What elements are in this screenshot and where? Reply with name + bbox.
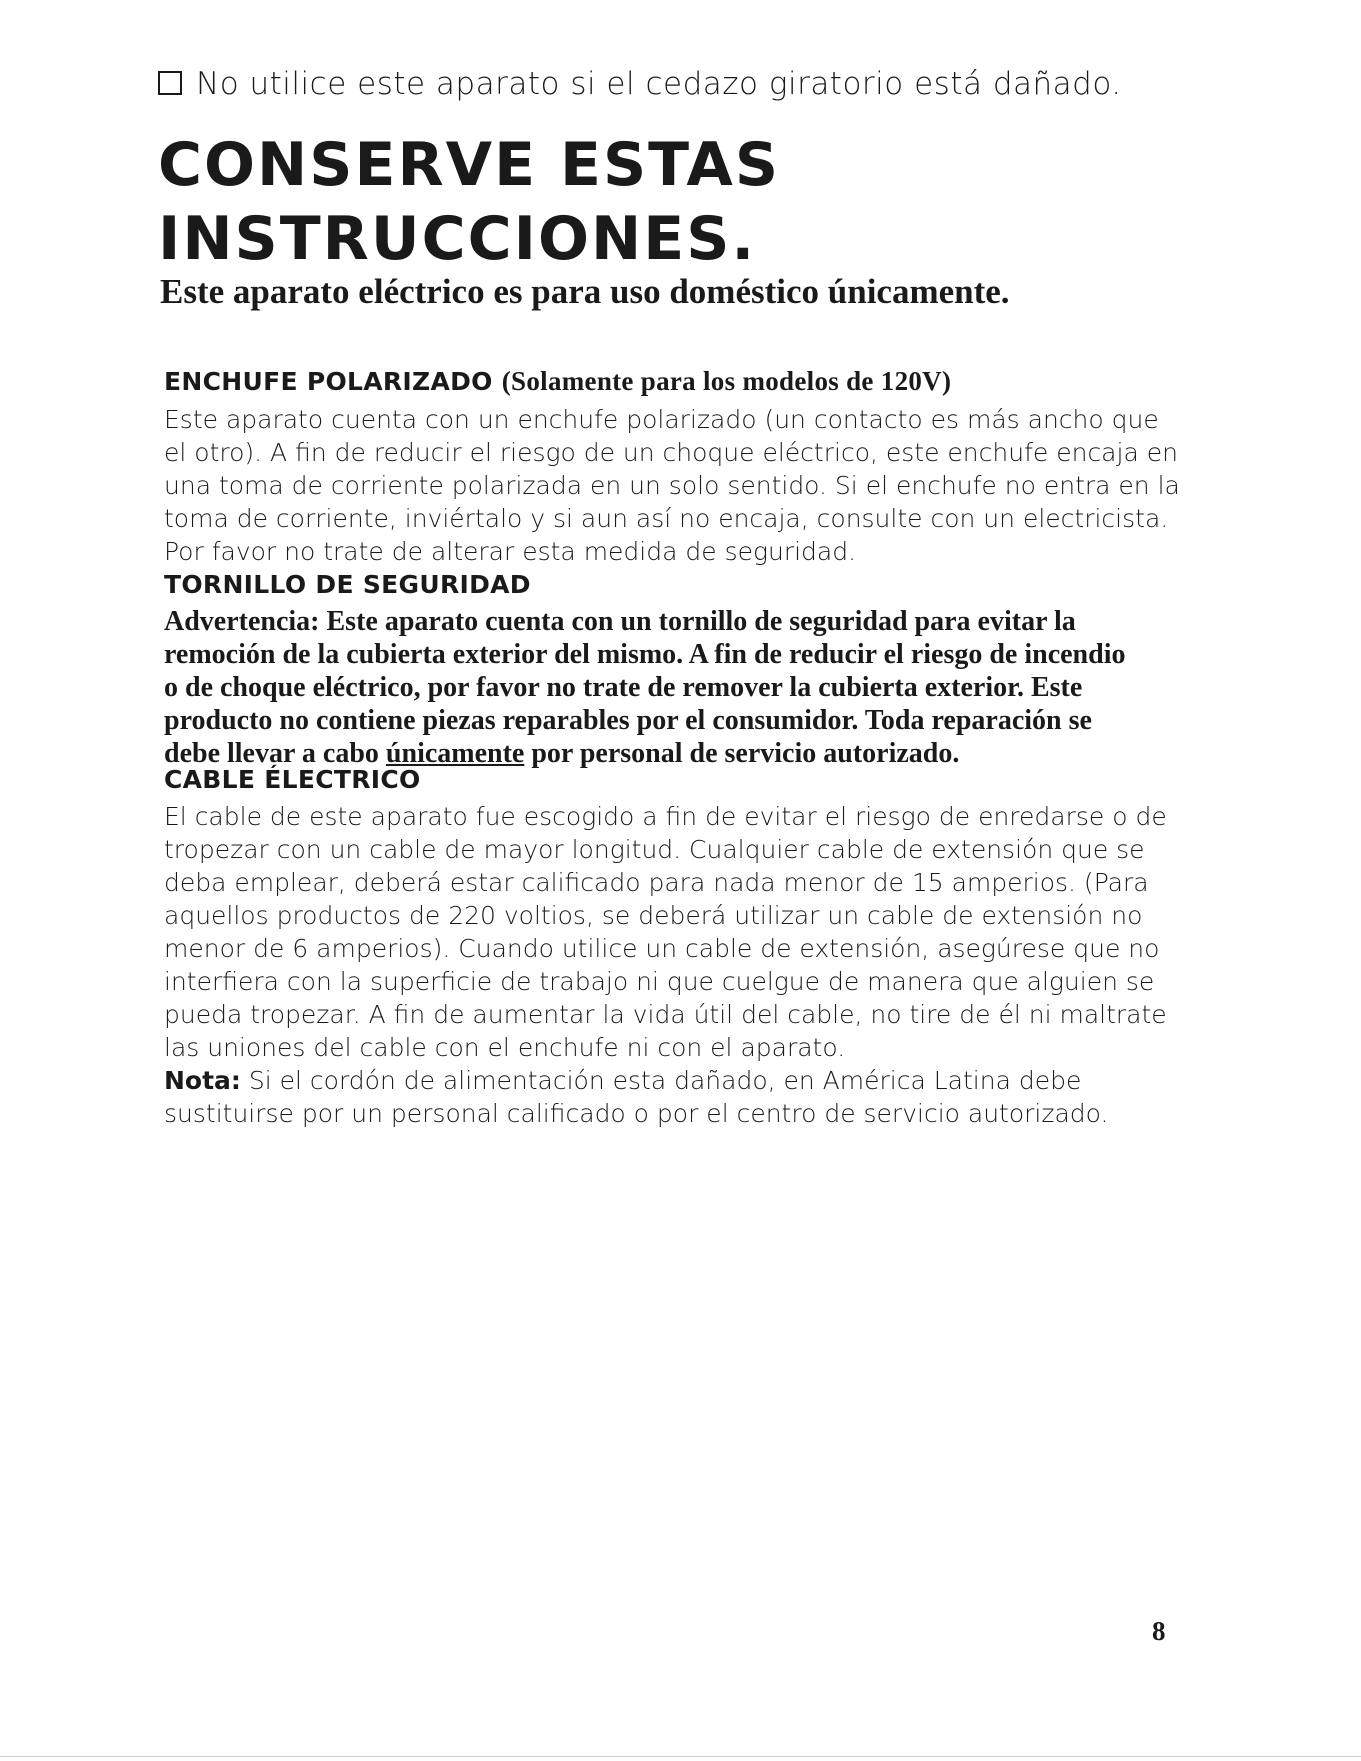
cable-line: interfiera con la superficie de trabajo ni que cuelgue de manera que alguien se: [164, 967, 1155, 996]
polarized-plug-heading-note: (Solamente para los modelos de 120V): [501, 366, 952, 396]
screw-warning-line: remoción de la cubierta exterior del mismo. A fin de reducir el riesgo de incendio: [164, 639, 1126, 670]
household-use-subtitle: Este aparato eléctrico es para uso doméstico únicamente.: [160, 272, 1010, 311]
electric-cable-heading: CABLE ÉLECTRICO: [164, 765, 421, 794]
polarized-plug-heading-main: ENCHUFE POLARIZADO: [164, 367, 493, 396]
page-number: 8: [1152, 1616, 1166, 1646]
screw-warning-line: producto no contiene piezas reparables por el consumidor. Toda reparación se: [164, 705, 1092, 736]
electric-cable-section: [164, 765, 1184, 1064]
polarized-plug-section: [164, 366, 1184, 568]
polarized-line: el otro). A fin de reducir el riesgo de un choque eléctrico, este enchufe encaja en: [164, 438, 1178, 467]
polarized-line: una toma de corriente polarizada en un solo sentido. Si el enchufe no entra en la: [164, 471, 1180, 500]
safety-screw-heading: TORNILLO DE SEGURIDAD: [164, 570, 531, 599]
note-label: Nota:: [164, 1066, 241, 1095]
page-title: [158, 128, 780, 276]
screw-warning-line: Advertencia: Este aparato cuenta con un tornillo de seguridad para evitar la: [164, 606, 1076, 637]
damaged-sieve-text: No utilice este aparato si el cedazo giratorio está dañado.: [196, 66, 1122, 102]
cable-line: aquellos productos de 220 voltios, se deberá utilizar un cable de extensión no: [164, 901, 1143, 930]
title-line-2: INSTRUCCIONES.: [158, 204, 757, 274]
polarized-line: toma de corriente, inviértalo y si aun así no encaja, consulte con un electricista.: [164, 504, 1169, 533]
safety-screw-section: [164, 570, 1184, 770]
screw-last-line-end: por personal de servicio autorizado.: [524, 738, 960, 769]
polarized-line: Por favor no trate de alterar esta medida de seguridad.: [164, 537, 857, 566]
cable-line: pueda tropezar. A fin de aumentar la vida útil del cable, no tire de él ni maltrate: [164, 1000, 1167, 1029]
cable-line: las uniones del cable con el enchufe ni con el aparato.: [164, 1033, 846, 1062]
note-line-1: [164, 1064, 1184, 1097]
power-cord-note: [164, 1064, 1184, 1130]
page-bottom-rule: [0, 1756, 1361, 1757]
checkbox-bullet-icon: [158, 71, 182, 95]
cable-line: El cable de este aparato fue escogido a fin de evitar el riesgo de enredarse o de: [164, 802, 1167, 831]
note-line-2: sustituirse por un personal calificado o por el centro de servicio autorizado.: [164, 1099, 1109, 1128]
screw-warning-line: o de choque eléctrico, por favor no trate de remover la cubierta exterior. Este: [164, 672, 1083, 703]
title-line-1: CONSERVE ESTAS: [158, 130, 781, 200]
cable-line: deba emplear, deberá estar calificado para nada menor de 15 amperios. (Para: [164, 868, 1149, 897]
safety-screw-warning: [164, 605, 1184, 770]
damaged-sieve-warning: [158, 66, 1122, 102]
electric-cable-body: [164, 800, 1184, 1064]
polarized-plug-heading: [164, 366, 1184, 397]
note-text-1: Si el cordón de alimentación esta dañado, en América Latina debe: [240, 1066, 1082, 1095]
polarized-plug-body: [164, 403, 1184, 568]
screw-last-line-start: debe llevar a cabo: [164, 738, 386, 769]
cable-line: tropezar con un cable de mayor longitud. Cualquier cable de extensión que se: [164, 835, 1145, 864]
polarized-line: Este aparato cuenta con un enchufe polarizado (un contacto es más ancho que: [164, 405, 1159, 434]
screw-last-line-underlined: únicamente: [385, 738, 525, 769]
cable-line: menor de 6 amperios). Cuando utilice un cable de extensión, asegúrese que no: [164, 934, 1160, 963]
